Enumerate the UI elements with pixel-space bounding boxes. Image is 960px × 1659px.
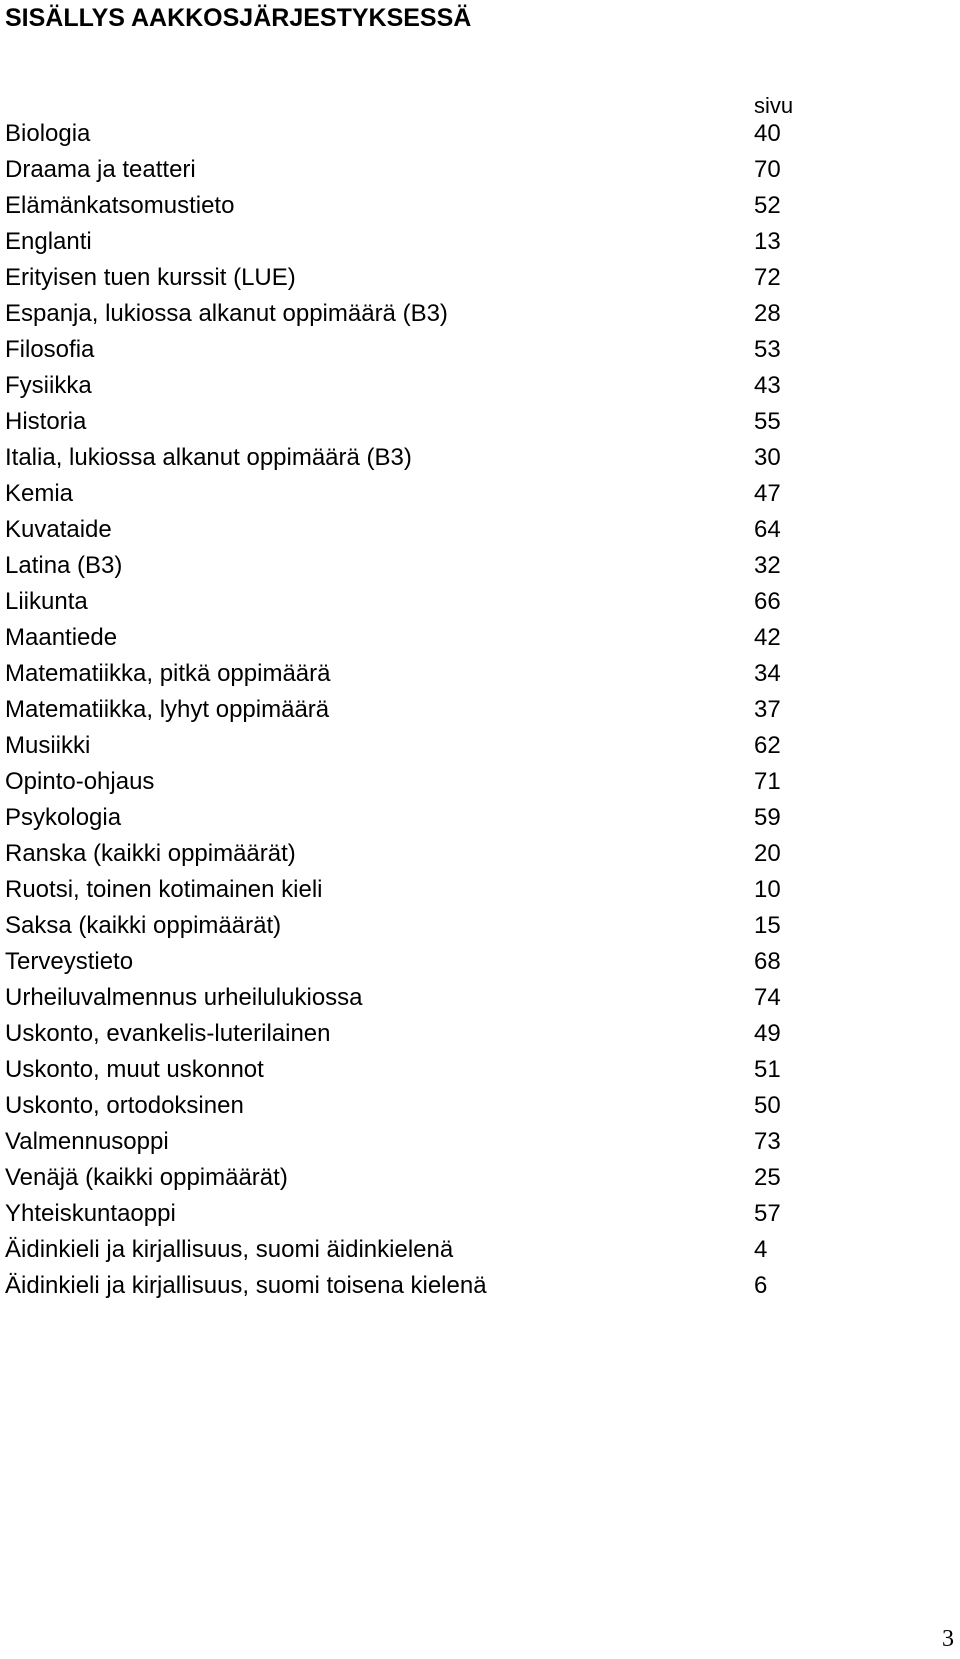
toc-entry-page: 30 [754,444,781,471]
toc-entry [5,332,805,368]
toc-entry-page: 42 [754,624,781,651]
toc-entry-page: 28 [754,300,781,327]
toc-entry [5,1016,805,1052]
toc-entry-subject: Draama ja teatteri [5,156,196,183]
toc-entry-subject: Urheiluvalmennus urheilulukiossa [5,984,363,1011]
toc-entry-page: 6 [754,1272,768,1299]
toc-entry [5,188,805,224]
toc-entry-subject: Saksa (kaikki oppimäärät) [5,912,282,939]
toc-entry [5,116,805,152]
toc-entry-page: 10 [754,876,781,903]
toc-entry [5,1196,805,1232]
toc-entry-subject: Kemia [5,480,74,507]
page-number: 3 [942,1626,954,1652]
toc-entry-page: 43 [754,372,781,399]
toc-entry-subject: Yhteiskuntaoppi [5,1200,176,1227]
toc-entry [5,296,805,332]
toc-entry-subject: Äidinkieli ja kirjallisuus, suomi toisena kielenä [5,1272,487,1299]
toc-entry [5,584,805,620]
toc-entry-page: 70 [754,156,781,183]
toc-entry-page: 53 [754,336,781,363]
document-title: SISÄLLYS AAKKOSJÄRJESTYKSESSÄ [5,4,472,32]
toc-entry-page: 59 [754,804,781,831]
toc-entry [5,800,805,836]
toc-entry-subject: Ruotsi, toinen kotimainen kieli [5,876,323,903]
toc-entry-page: 68 [754,948,781,975]
toc-entry [5,872,805,908]
toc-entry-subject: Matematiikka, pitkä oppimäärä [5,660,331,687]
table-of-contents [5,116,805,1304]
toc-entry-page: 72 [754,264,781,291]
toc-entry-subject: Englanti [5,228,92,255]
toc-entry-page: 25 [754,1164,781,1191]
toc-entry-subject: Espanja, lukiossa alkanut oppimäärä (B3) [5,300,448,327]
toc-entry [5,440,805,476]
toc-entry-subject: Uskonto, muut uskonnot [5,1056,264,1083]
toc-entry-subject: Äidinkieli ja kirjallisuus, suomi äidinkielenä [5,1236,454,1263]
toc-entry-page: 64 [754,516,781,543]
toc-entry-page: 47 [754,480,781,507]
toc-entry [5,980,805,1016]
page-column-header: sivu [754,93,794,118]
toc-entry [5,764,805,800]
toc-entry-page: 49 [754,1020,781,1047]
toc-entry-page: 34 [754,660,781,687]
toc-entry-subject: Liikunta [5,588,88,615]
toc-entry [5,368,805,404]
toc-entry [5,1052,805,1088]
toc-entry-subject: Ranska (kaikki oppimäärät) [5,840,296,867]
toc-entry [5,692,805,728]
toc-entry-subject: Historia [5,408,87,435]
toc-entry-subject: Kuvataide [5,516,112,543]
toc-entry [5,152,805,188]
toc-entry [5,944,805,980]
toc-entry [5,836,805,872]
toc-entry-page: 51 [754,1056,781,1083]
toc-entry-page: 13 [754,228,781,255]
toc-entry-subject: Terveystieto [5,948,134,975]
toc-entry-page: 4 [754,1236,768,1263]
toc-entry [5,1160,805,1196]
toc-entry-page: 73 [754,1128,781,1155]
toc-entry-subject: Musiikki [5,732,91,759]
toc-entry-subject: Biologia [5,120,91,147]
toc-entry [5,620,805,656]
toc-entry-subject: Filosofia [5,336,95,363]
toc-entry-page: 71 [754,768,781,795]
toc-entry-page: 55 [754,408,781,435]
toc-entry [5,476,805,512]
toc-entry [5,404,805,440]
toc-entry-page: 62 [754,732,781,759]
toc-entry-subject: Maantiede [5,624,118,651]
toc-entry [5,908,805,944]
toc-entry-subject: Latina (B3) [5,552,123,579]
toc-entry-page: 37 [754,696,781,723]
toc-entry-page: 57 [754,1200,781,1227]
toc-entry-page: 15 [754,912,781,939]
toc-entry [5,260,805,296]
toc-entry-subject: Uskonto, ortodoksinen [5,1092,244,1119]
toc-entry [5,512,805,548]
toc-entry-subject: Elämänkatsomustieto [5,192,235,219]
toc-entry-subject: Venäjä (kaikki oppimäärät) [5,1164,288,1191]
toc-entry-subject: Matematiikka, lyhyt oppimäärä [5,696,330,723]
toc-entry-subject: Valmennusoppi [5,1128,169,1155]
toc-entry [5,728,805,764]
toc-entry [5,1232,805,1268]
toc-entry-page: 52 [754,192,781,219]
toc-entry-page: 20 [754,840,781,867]
toc-entry-subject: Opinto-ohjaus [5,768,155,795]
toc-entry [5,548,805,584]
toc-entry-subject: Fysiikka [5,372,92,399]
toc-entry [5,224,805,260]
toc-entry [5,1124,805,1160]
toc-entry-page: 40 [754,120,781,147]
toc-entry-subject: Uskonto, evankelis-luterilainen [5,1020,331,1047]
toc-entry-subject: Psykologia [5,804,122,831]
toc-entry-subject: Erityisen tuen kurssit (LUE) [5,264,296,291]
toc-entry-page: 66 [754,588,781,615]
toc-entry-page: 50 [754,1092,781,1119]
toc-entry [5,656,805,692]
toc-entry [5,1088,805,1124]
toc-entry-page: 74 [754,984,781,1011]
toc-entry-subject: Italia, lukiossa alkanut oppimäärä (B3) [5,444,412,471]
toc-entry [5,1268,805,1304]
toc-entry-page: 32 [754,552,781,579]
